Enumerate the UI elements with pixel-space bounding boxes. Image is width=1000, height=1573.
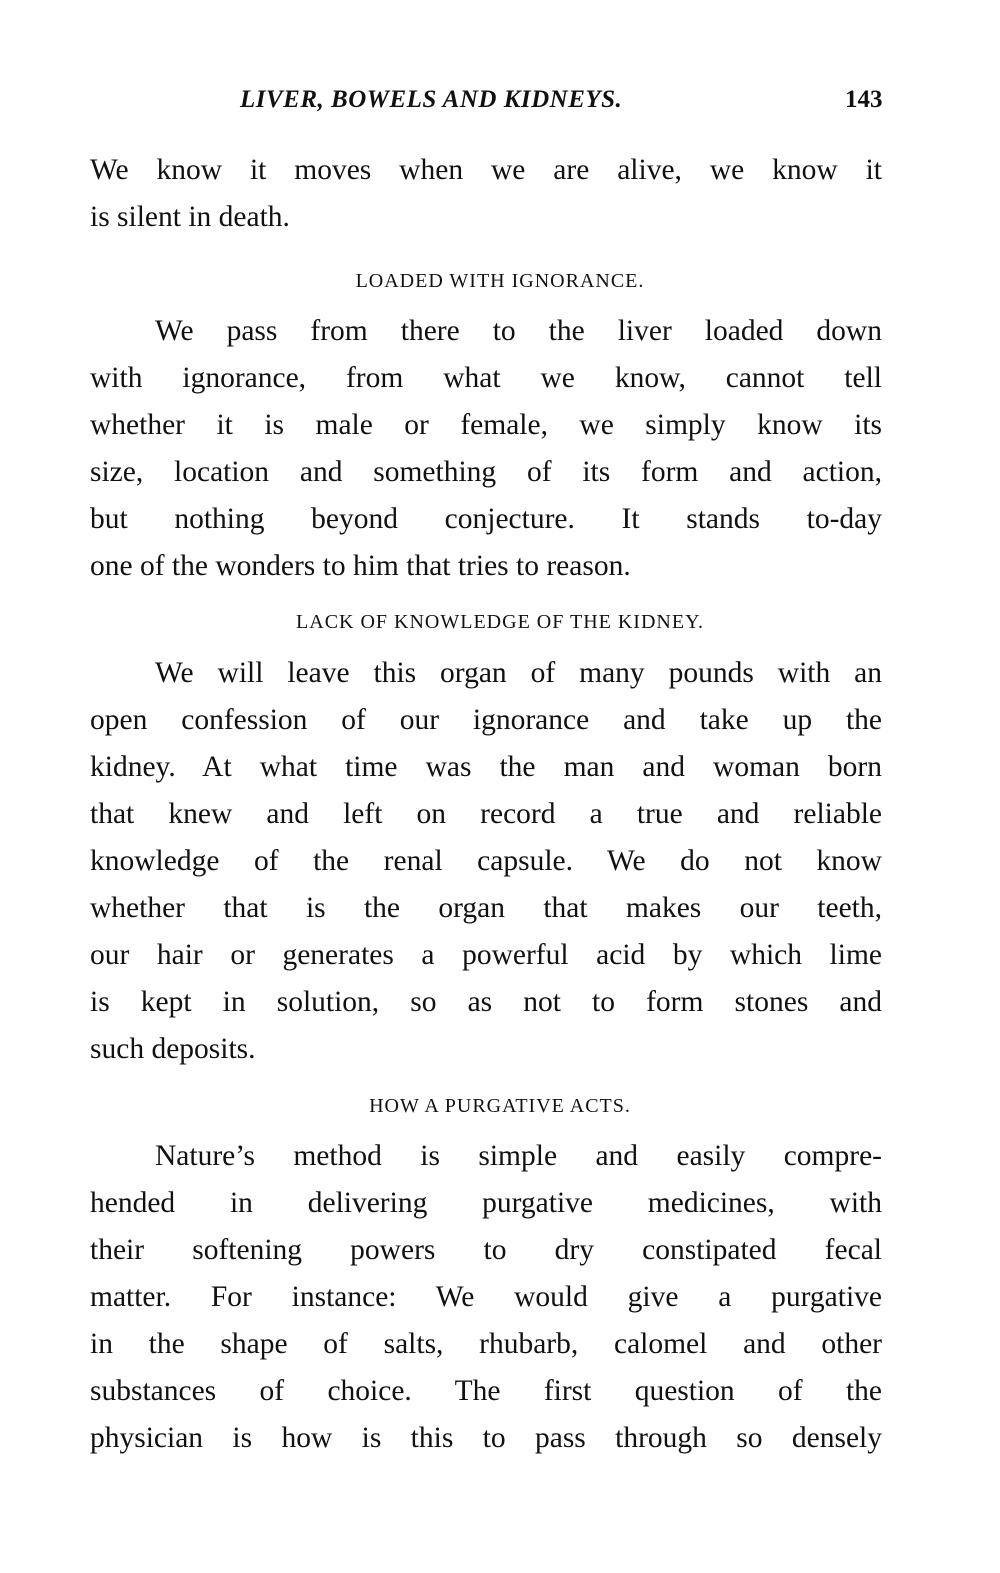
- text-line: in the shape of salts, rhubarb, calomel and other: [90, 1328, 882, 1360]
- text-line: that knew and left on record a true and reliable: [90, 798, 882, 830]
- text-line: is silent in death.: [90, 201, 290, 233]
- text-line: size, location and something of its form and action,: [90, 456, 882, 488]
- running-head: [0, 86, 1000, 122]
- section-heading: LOADED WITH IGNORANCE.: [355, 270, 645, 292]
- text-line: knowledge of the renal capsule. We do not know: [90, 845, 882, 877]
- text-line: Nature’s method is simple and easily compre-: [155, 1140, 882, 1172]
- text-line: whether that is the organ that makes our teeth,: [90, 892, 882, 924]
- running-title: LIVER, BOWELS AND KIDNEYS.: [240, 86, 623, 113]
- text-line: such deposits.: [90, 1033, 256, 1065]
- page-number: 143: [845, 86, 883, 113]
- text-line: matter. For instance: We would give a purgative: [90, 1281, 882, 1313]
- text-line: their softening powers to dry constipated fecal: [90, 1234, 882, 1266]
- text-line: hended in delivering purgative medicines, with: [90, 1187, 882, 1219]
- text-line: whether it is male or female, we simply know its: [90, 409, 882, 441]
- text-line: We pass from there to the liver loaded down: [155, 315, 882, 347]
- text-line: We will leave this organ of many pounds with an: [155, 657, 882, 689]
- text-line: our hair or generates a powerful acid by which lime: [90, 939, 882, 971]
- text-line: substances of choice. The first question of the: [90, 1375, 882, 1407]
- section-heading: LACK OF KNOWLEDGE OF THE KIDNEY.: [296, 611, 704, 633]
- text-line: is kept in solution, so as not to form stones and: [90, 986, 882, 1018]
- text-line: but nothing beyond conjecture. It stands to-day: [90, 503, 882, 535]
- text-line: with ignorance, from what we know, cannot tell: [90, 362, 882, 394]
- text-line: We know it moves when we are alive, we know it: [90, 154, 882, 186]
- text-line: physician is how is this to pass through so densely: [90, 1422, 882, 1454]
- text-line: one of the wonders to him that tries to reason.: [90, 550, 631, 582]
- text-line: open confession of our ignorance and take up the: [90, 704, 882, 736]
- section-heading: HOW A PURGATIVE ACTS.: [369, 1095, 631, 1117]
- text-line: kidney. At what time was the man and woman born: [90, 751, 882, 783]
